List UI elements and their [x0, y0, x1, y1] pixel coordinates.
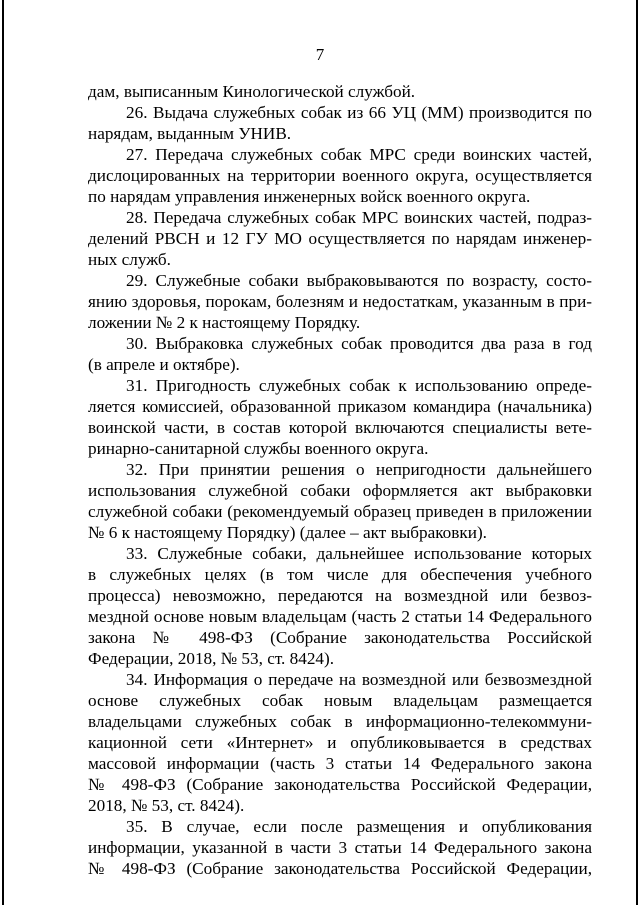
- text-line: в служебных целях (в том числе для обеспечения учебного: [88, 565, 592, 584]
- text-line: 35. В случае, если после размещения и опубликования: [126, 817, 592, 836]
- text-line: янию здоровья, порокам, болезням и недостаткам, указанным в при-: [88, 292, 592, 311]
- scan-edge-right: [636, 0, 638, 905]
- scan-edge-left: [2, 0, 4, 905]
- text-line: 32. При принятии решения о непригодности дальнейшего: [126, 460, 592, 479]
- text-line: ных служб.: [88, 250, 171, 269]
- text-line: дам, выписанным Кинологической службой.: [88, 82, 416, 101]
- text-line: мездной основе новым владельцам (часть 2 статьи 14 Федерального: [88, 607, 592, 626]
- text-line: 2018, № 53, ст. 8424).: [88, 796, 245, 815]
- text-line: № 498-ФЗ (Собрание законодательства Российской Федерации,: [88, 859, 592, 878]
- text-line: (в апреле и октябре).: [88, 355, 240, 374]
- text-line: ринарно-санитарной службы военного округа.: [88, 439, 429, 458]
- text-line: информации, указанной в части 3 статьи 14 Федерального закона: [88, 838, 592, 857]
- text-line: Федерации, 2018, № 53, ст. 8424).: [88, 649, 335, 668]
- text-line: массовой информации (часть 3 статьи 14 Федерального закона: [88, 754, 592, 773]
- text-line: владельцами служебных собак в информационно-телекоммуни-: [88, 712, 592, 731]
- text-line: 29. Служебные собаки выбраковываются по возрасту, состо-: [126, 271, 592, 290]
- text-line: 26. Выдача служебных собак из 66 УЦ (ММ) производится по: [126, 103, 592, 122]
- text-line: ляется комиссией, образованной приказом командира (начальника): [88, 397, 592, 416]
- page-number: 7: [315, 45, 325, 64]
- text-line: закона № 498-ФЗ (Собрание законодательства Российской: [88, 628, 592, 647]
- text-line: дислоцированных на территории военного округа, осуществляется: [88, 166, 592, 185]
- text-line: 28. Передача служебных собак МРС воинских частей, подраз-: [126, 208, 592, 227]
- text-line: служебной собаки (рекомендуемый образец приведен в приложении: [88, 502, 592, 521]
- text-line: 30. Выбраковка служебных собак проводится два раза в год: [126, 334, 592, 353]
- text-line: № 498-ФЗ (Собрание законодательства Российской Федерации,: [88, 775, 592, 794]
- text-line: делений РВСН и 12 ГУ МО осуществляется по нарядам инженер-: [88, 229, 592, 248]
- text-line: 27. Передача служебных собак МРС среди воинских частей,: [126, 145, 592, 164]
- text-line: 33. Служебные собаки, дальнейшее использование которых: [126, 544, 592, 563]
- text-line: 31. Пригодность служебных собак к использованию опреде-: [126, 376, 592, 395]
- text-line: основе служебных собак новым владельцам размещается: [88, 691, 592, 710]
- text-line: использования служебной собаки оформляется акт выбраковки: [88, 481, 592, 500]
- text-line: по нарядам управления инженерных войск военного округа.: [88, 187, 531, 206]
- text-line: ложении № 2 к настоящему Порядку.: [88, 313, 361, 332]
- text-line: 34. Информация о передаче на возмездной или безвозмездной: [126, 670, 592, 689]
- text-line: воинской части, в состав которой включаются специалисты вете-: [88, 418, 592, 437]
- text-line: процесса) невозможно, передаются на возмездной или безвоз-: [88, 586, 592, 605]
- text-line: нарядам, выданным УНИВ.: [88, 124, 292, 143]
- text-line: кационной сети «Интернет» и опубликовывается в средствах: [88, 733, 592, 752]
- text-line: № 6 к настоящему Порядку) (далее – акт выбраковки).: [88, 523, 487, 542]
